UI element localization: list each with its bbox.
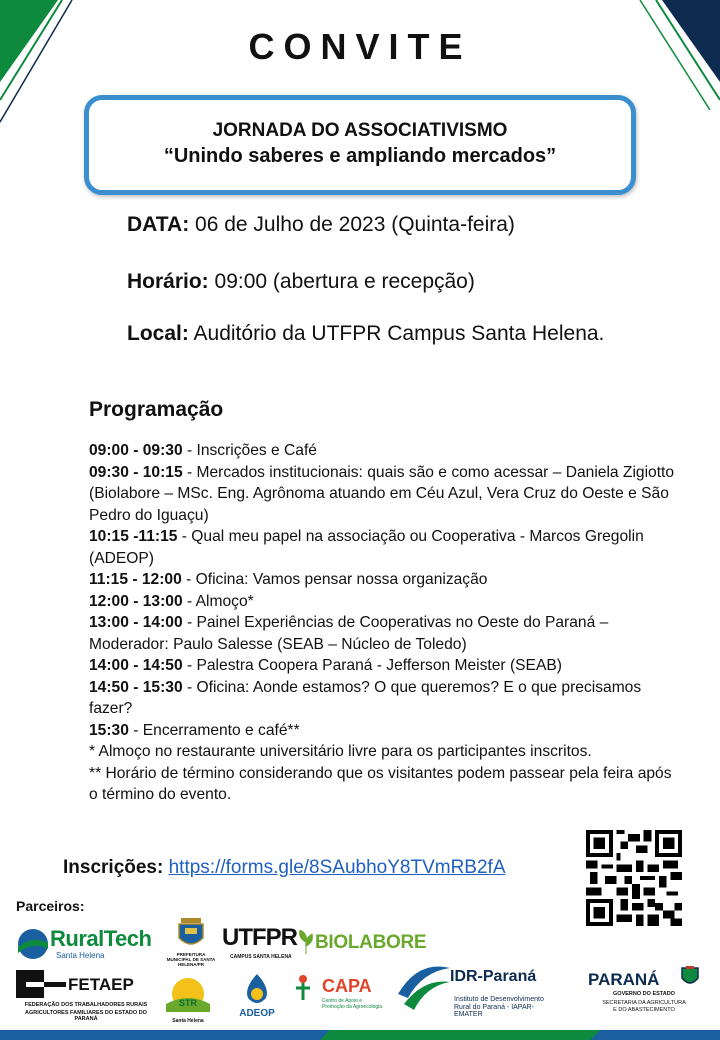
date-label: DATA: (127, 213, 190, 236)
schedule-item (89, 612, 679, 655)
time-label: Horário: (127, 270, 209, 293)
adeop-logo: ADEOP (232, 974, 282, 1026)
fetaep-mark-icon (16, 970, 66, 998)
schedule-text: - Mercados institucionais: quais são e como acessar – Daniela Zigiotto (Biolabore – MSc. Eng. Agrônoma atuando em Céu Azul, Vera Cruz do Oeste e São Pedro do Iguaçu) (89, 463, 675, 524)
adeop-drop-icon (244, 974, 270, 1006)
bottom-bar-decoration (0, 1030, 720, 1040)
biolabore-leaf-icon (298, 930, 314, 954)
local-label: Local: (127, 322, 189, 345)
idr-swoosh-icon (398, 964, 450, 1014)
parana-crest-icon (680, 966, 700, 988)
schedule-item (89, 677, 679, 720)
schedule-text: - Oficina: Vamos pensar nossa organização (181, 571, 488, 588)
info-date (127, 211, 515, 239)
utfpr-logo: UTFPR CAMPUS SANTA HELENA (222, 924, 297, 960)
partners-label: Parceiros: (16, 898, 85, 914)
time-value: 09:00 (abertura e recepção) (208, 270, 475, 293)
registration (63, 857, 506, 879)
footnote-end-time: ** Horário de término considerando que os visitantes podem passear pela feira após o término do evento. (89, 764, 672, 803)
schedule-item (89, 720, 679, 742)
idr-parana-logo: IDR-Paraná Instituto de Desenvolvimento Rural do Paraná - IAPAR-EMATER (450, 968, 544, 1018)
schedule-item (89, 655, 679, 677)
schedule-text: - Oficina: Aonde estamos? O que queremos? E o que precisamos fazer? (89, 678, 642, 717)
program-schedule (89, 440, 679, 806)
parana-government-logo: PARANÁ GOVERNO DO ESTADO SECRETARIA DA AGRICULTURA E DO ABASTECIMENTO (588, 966, 706, 1020)
schedule-text: - Painel Experiências de Cooperativas no Oeste do Paraná – Moderador: Paulo Salesse (SEAB – Núcleo de Toledo) (89, 614, 609, 653)
page-title: CONVITE (248, 26, 472, 67)
event-tagline: “Unindo saberes e ampliando mercados” (163, 145, 557, 167)
prefeitura-logo: PREFEITURA MUNICIPAL DE SANTA HELENA/PR (166, 918, 216, 972)
footnote-lunch: * Almoço no restaurante universitário livre para os participantes inscritos. (89, 743, 592, 760)
schedule-item (89, 591, 679, 613)
schedule-text: - Encerramento e café** (128, 721, 300, 739)
local-value: Auditório da UTFPR Campus Santa Helena. (188, 322, 605, 345)
program-title: Programação (89, 398, 224, 421)
schedule-time: 11:15 - 12:00 (89, 571, 182, 588)
schedule-text: - Almoço* (182, 592, 254, 610)
ruraltech-logo: RuralTech Santa Helena (16, 924, 156, 964)
qr-code-icon (586, 830, 682, 926)
schedule-item (89, 526, 679, 569)
schedule-time: 13:00 - 14:00 (89, 614, 183, 631)
biolabore-logo: BIOLABORE (298, 930, 408, 960)
schedule-text: - Qual meu papel na associação ou Cooperativa - Marcos Gregolin (ADEOP) (89, 528, 644, 567)
schedule-time: 12:00 - 13:00 (89, 592, 183, 610)
schedule-text: - Inscrições e Café (182, 442, 317, 459)
schedule-item (89, 462, 679, 527)
capa-sprout-icon (292, 974, 314, 1000)
schedule-text: - Palestra Coopera Paraná - Jefferson Meister (SEAB) (182, 657, 562, 674)
event-name: JORNADA DO ASSOCIATIVISMO (212, 120, 508, 141)
date-value: 06 de Julho de 2023 (Quinta-feira) (189, 213, 515, 236)
registration-label: Inscrições: (63, 857, 164, 878)
event-box (84, 95, 636, 195)
capa-logo: CAPA Centro de Apoio e Promoção da Agroecologia (292, 974, 392, 1018)
fetaep-logo: FETAEP FEDERAÇÃO DOS TRABALHADORES RURAIS AGRICULTORES FAMILIARES DO ESTADO DO PARANÁ (16, 970, 156, 1022)
schedule-item (89, 569, 679, 591)
schedule-time: 09:30 - 10:15 (89, 463, 183, 481)
registration-link[interactable]: https://forms.gle/8SAubhoY8TVmRB2fA (168, 857, 506, 878)
schedule-item (89, 440, 679, 462)
schedule-time: 14:00 - 14:50 (89, 657, 183, 674)
prefeitura-crest-icon (176, 918, 206, 950)
str-logo: STR Santa Helena (162, 974, 214, 1026)
schedule-time: 10:15 -11:15 (89, 528, 178, 545)
info-time (127, 268, 475, 296)
schedule-time: 14:50 - 15:30 (89, 678, 183, 696)
schedule-time: 09:00 - 09:30 (89, 442, 183, 459)
schedule-time: 15:30 (89, 721, 129, 739)
idr-swoosh-logo (398, 964, 450, 1014)
ruraltech-globe-icon (16, 927, 50, 961)
info-local (127, 320, 627, 348)
str-sun-icon (162, 974, 214, 1018)
